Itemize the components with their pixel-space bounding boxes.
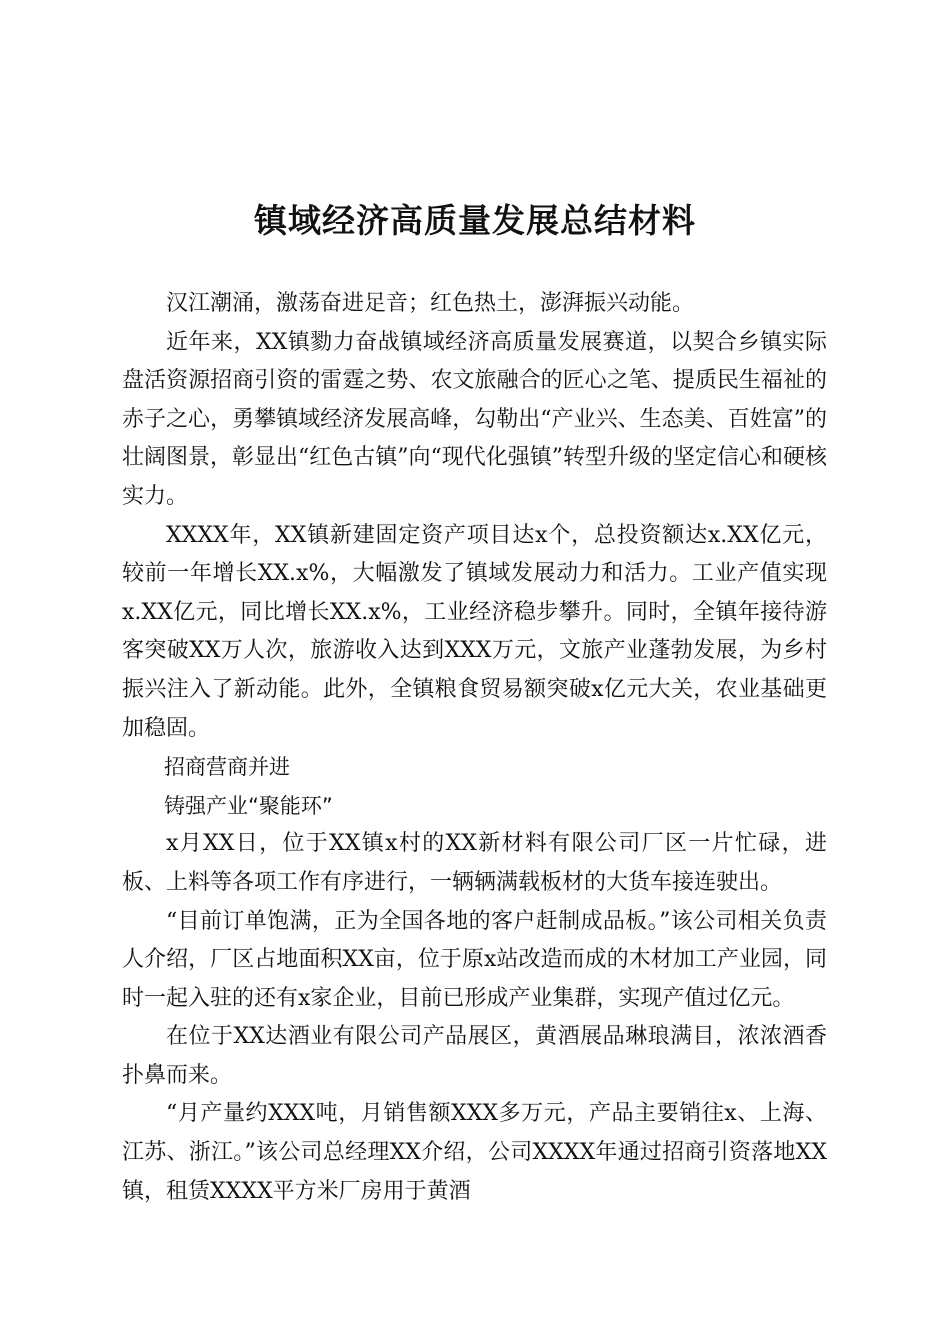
paragraph-factory-quote: “目前订单饱满，正为全国各地的客户赶制成品板。”该公司相关负责人介绍，厂区占地面积XX亩，位于原x站改造而成的木材加工产业园，同时一起入驻的还有x家企业，目前已形成产业集群，实现产值过亿元。 <box>122 908 827 1011</box>
document-body <box>122 285 827 1211</box>
paragraph-intro: 汉江潮涌，激荡奋进足音；红色热土，澎湃振兴动能。 <box>166 291 695 316</box>
section-heading: 招商营商并进 <box>164 755 290 780</box>
paragraph-winery-quote: “月产量约XXX吨，月销售额XXX多万元，产品主要销往x、上海、江苏、浙江。”该公司总经理XX介绍，公司XXXX年通过招商引资落地XX镇，租赁XXXX平方米厂房用于黄酒 <box>122 1101 827 1204</box>
paragraph-winery-scene: 在位于XX达酒业有限公司产品展区，黄酒展品琳琅满目，浓浓酒香扑鼻而来。 <box>122 1024 827 1088</box>
paragraph-statistics: XXXX年，XX镇新建固定资产项目达x个，总投资额达x.XX亿元，较前一年增长XX.x%，大幅激发了镇域发展动力和活力。工业产值实现x.XX亿元，同比增长XX.x%，工业经济稳步攀升。同时，全镇年接待游客突破XX万人次，旅游收入达到XXX万元，文旅产业蓬勃发展，为乡村振兴注入了新动能。此外，全镇粮食贸易额突破x亿元大关，农业基础更加稳固。 <box>122 522 827 741</box>
paragraph-overview: 近年来，XX镇勠力奋战镇域经济高质量发展赛道，以契合乡镇实际盘活资源招商引资的雷霆之势、农文旅融合的匠心之笔、提质民生福祉的赤子之心，勇攀镇域经济发展高峰，勾勒出“产业兴、生态美、百姓富”的壮阔图景，彰显出“红色古镇”向“现代化强镇”转型升级的坚定信心和硬核实力。 <box>122 329 827 509</box>
paragraph-factory-scene: x月XX日，位于XX镇x村的XX新材料有限公司厂区一片忙碌，进板、上料等各项工作有序进行，一辆辆满载板材的大货车接连驶出。 <box>122 831 827 895</box>
subsection-heading: 铸强产业“聚能环” <box>164 793 333 818</box>
document-title: 镇域经济高质量发展总结材料 <box>254 201 696 240</box>
